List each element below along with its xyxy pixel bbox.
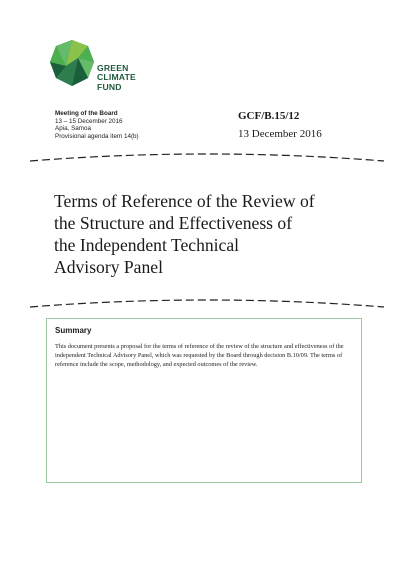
title-line: the Independent Technical <box>54 235 240 255</box>
title-line: Terms of Reference of the Review of <box>54 191 315 211</box>
logo-line-fund: FUND <box>97 81 122 92</box>
document-date: 13 December 2016 <box>238 128 322 140</box>
logo-wordmark <box>97 64 136 92</box>
logo-line-climate: CLIMATE <box>97 72 136 83</box>
document-title <box>54 190 384 278</box>
meeting-title: Meeting of the Board <box>55 110 118 117</box>
green-climate-fund-globe-icon <box>48 38 96 88</box>
wavy-divider-top <box>0 149 414 165</box>
title-line: Advisory Panel <box>54 257 163 277</box>
document-symbol: GCF/B.15/12 <box>238 110 300 122</box>
summary-heading: Summary <box>55 326 92 335</box>
agenda-item: Provisional agenda item 14(b) <box>55 132 139 140</box>
document-info <box>238 110 322 140</box>
meeting-info <box>55 110 139 140</box>
summary-text: This document presents a proposal for the terms of reference of the review of the structure and effectiveness of the independent Technical Advisory Panel, which was requested by the Board through decision B.10/09. The terms of reference include the scope, methodology, and expected outcomes of the review. <box>55 343 344 369</box>
meeting-dates: 13 – 15 December 2016 <box>55 117 123 125</box>
title-line: the Structure and Effectiveness of <box>54 213 293 233</box>
meeting-location: Apia, Samoa <box>55 125 92 133</box>
logo-line-green: GREEN <box>97 63 129 73</box>
wavy-divider-bottom <box>0 297 414 313</box>
summary-box <box>46 318 362 483</box>
